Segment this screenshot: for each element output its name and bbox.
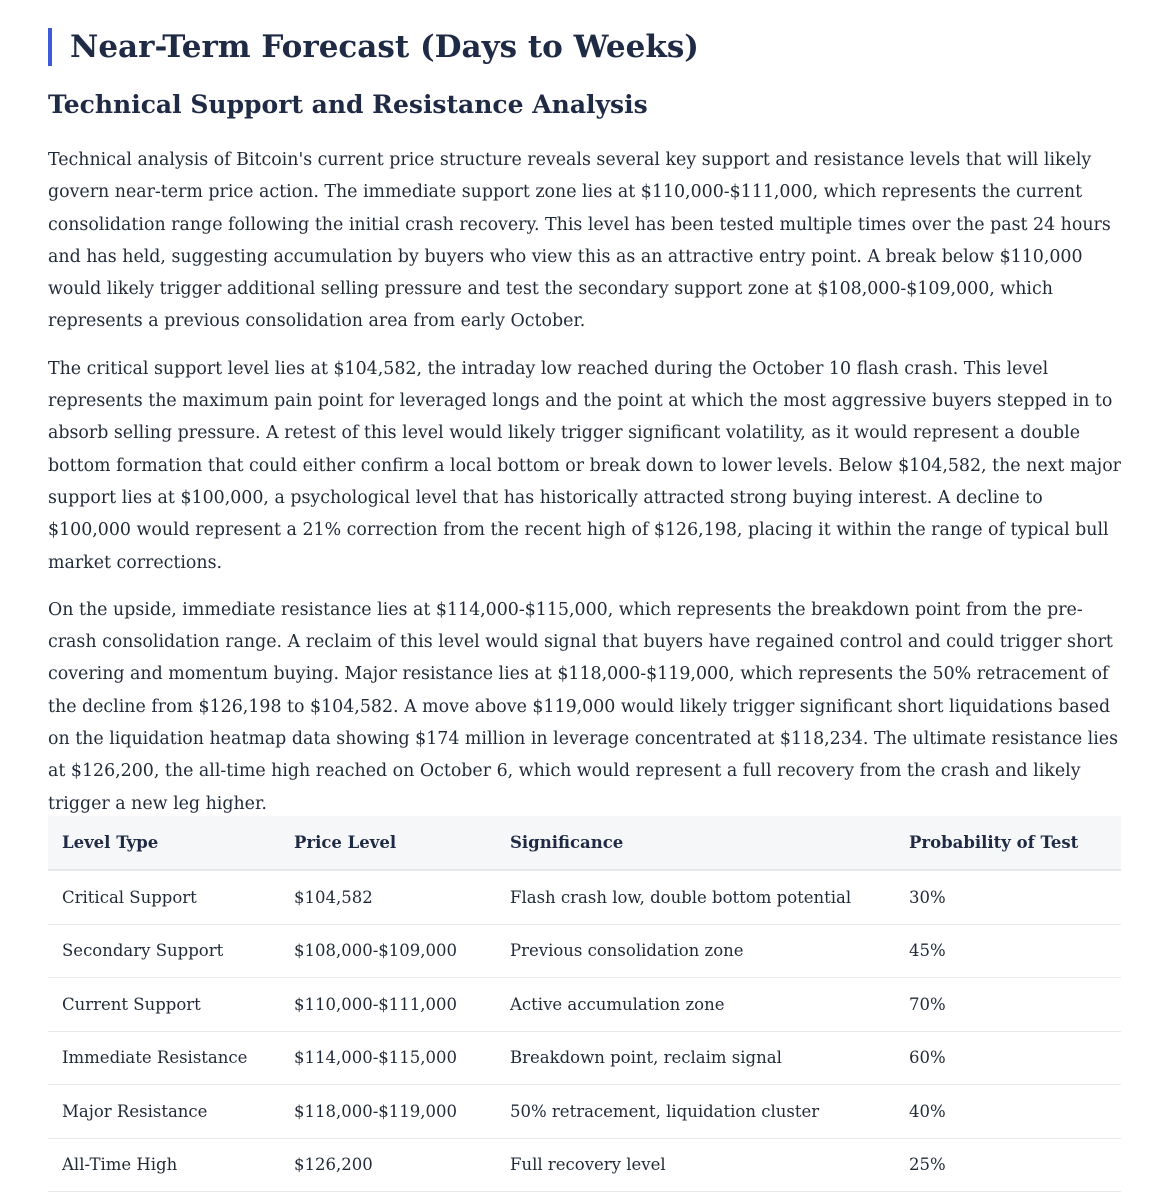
table-cell: Immediate Resistance — [48, 1031, 280, 1085]
table-cell: All-Time High — [48, 1138, 280, 1192]
section-title: Technical Support and Resistance Analysis — [48, 90, 648, 119]
column-header: Probability of Test — [895, 816, 1121, 870]
paragraph: The critical support level lies at $104,582, the intraday low reached during the October 10 flash crash. This level represents the maximum pain point for leveraged longs and the point at which the most aggressive buyers stepped in to absorb selling pressure. A retest of this level would likely trigger significant volatility, as it would represent a double bottom formation that could either confirm a local bottom or break down to lower levels. Below $104,582, the next major support lies at $100,000, a psychological level that has historically attracted strong buying interest. A decline to $100,000 would represent a 21% correction from the recent high of $126,198, placing it within the range of typical bull market corrections. — [48, 358, 1121, 573]
table-cell: 70% — [895, 978, 1121, 1032]
table-cell: 40% — [895, 1085, 1121, 1139]
table-cell: 25% — [895, 1138, 1121, 1192]
paragraph: On the upside, immediate resistance lies at $114,000-$115,000, which represents the breakdown point from the pre-crash consolidation range. A reclaim of this level would signal that buyers have regained control and could trigger short covering and momentum buying. Major resistance lies at $118,000-$119,000, which represents the 50% retracement of the decline from $126,198 to $104,582. A move above $119,000 would likely trigger significant short liquidations based on the liquidation heatmap data showing $174 million in leverage concentrated at $118,234. The ultimate resistance lies at $126,200, the all-time high reached on October 6, which would represent a full recovery from the crash and likely trigger a new leg higher. — [48, 599, 1118, 814]
table-cell: Current Support — [48, 978, 280, 1032]
table-row — [48, 870, 1121, 924]
table-cell: Active accumulation zone — [496, 978, 895, 1032]
table-cell: 30% — [895, 870, 1121, 924]
table-cell: Secondary Support — [48, 924, 280, 978]
table-row — [48, 978, 1121, 1032]
table-cell: Major Resistance — [48, 1085, 280, 1139]
table-cell: Previous consolidation zone — [496, 924, 895, 978]
page-title: Near-Term Forecast (Days to Weeks) — [70, 29, 699, 65]
table-cell: $108,000-$109,000 — [280, 924, 496, 978]
column-header: Price Level — [280, 816, 496, 870]
heading-block — [48, 28, 699, 66]
table-cell: $110,000-$111,000 — [280, 978, 496, 1032]
table-row — [48, 1085, 1121, 1139]
table-header-row — [48, 816, 1121, 870]
column-header: Significance — [496, 816, 895, 870]
table-cell: Critical Support — [48, 870, 280, 924]
body-text — [48, 144, 1123, 835]
column-header: Level Type — [48, 816, 280, 870]
paragraph: Technical analysis of Bitcoin's current price structure reveals several key support and resistance levels that will likely govern near-term price action. The immediate support zone lies at $110,000-$111,000, which represents the current consolidation range following the initial crash recovery. This level has been tested multiple times over the past 24 hours and has held, suggesting accumulation by buyers who view this as an attractive entry point. A break below $110,000 would likely trigger additional selling pressure and test the secondary support zone at $108,000-$109,000, which represents a previous consolidation area from early October. — [48, 150, 1111, 332]
table-cell: Breakdown point, reclaim signal — [496, 1031, 895, 1085]
table-row — [48, 924, 1121, 978]
table-cell: Flash crash low, double bottom potential — [496, 870, 895, 924]
table-row — [48, 1138, 1121, 1192]
table-cell: 60% — [895, 1031, 1121, 1085]
table-cell: 45% — [895, 924, 1121, 978]
table-cell: Full recovery level — [496, 1138, 895, 1192]
table-cell: $114,000-$115,000 — [280, 1031, 496, 1085]
table-cell: $126,200 — [280, 1138, 496, 1192]
table-cell: $118,000-$119,000 — [280, 1085, 496, 1139]
levels-table — [48, 816, 1121, 1192]
table-cell: $104,582 — [280, 870, 496, 924]
table-cell: 50% retracement, liquidation cluster — [496, 1085, 895, 1139]
table-row — [48, 1031, 1121, 1085]
